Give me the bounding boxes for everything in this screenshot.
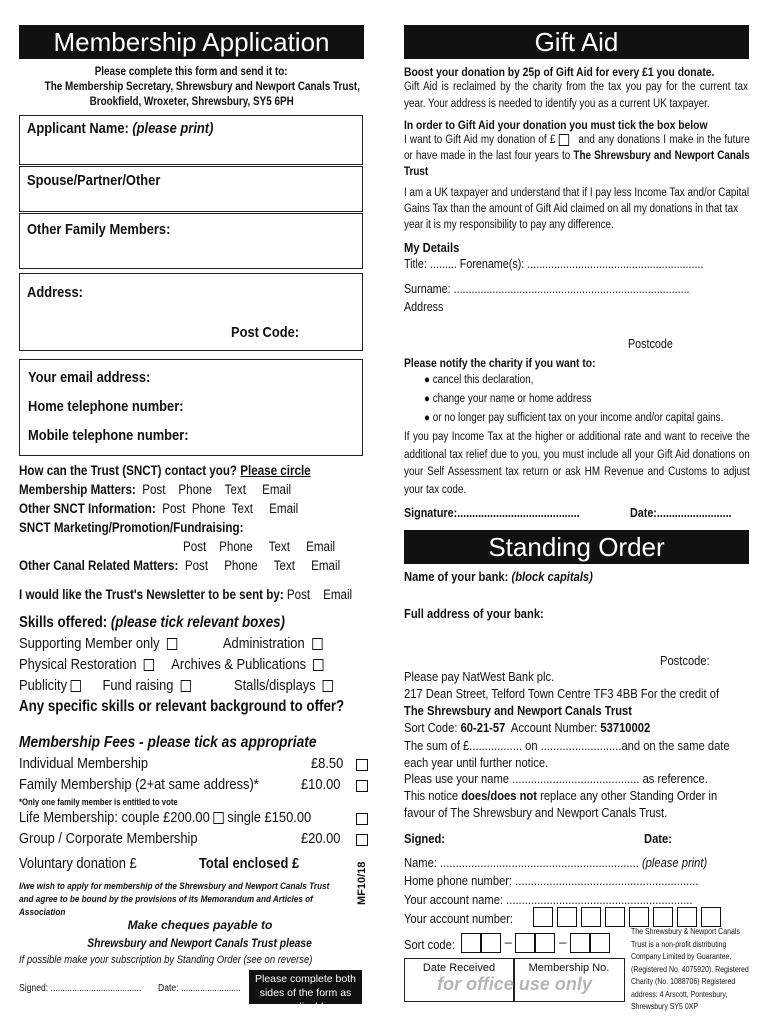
standing-order-banner: Standing Order	[404, 530, 749, 564]
date-left[interactable]: Date: .........................	[158, 983, 241, 994]
signed-left[interactable]: Signed: ......................................	[19, 983, 142, 994]
sort-digit-box[interactable]	[570, 933, 590, 953]
skills-row-2: Physical Restoration Archives & Publications	[19, 656, 373, 673]
notify-bullet-1: ● cancel this declaration,	[424, 374, 534, 386]
intro-address-2: Brookfield, Wroxeter, Shrewsbury, SY5 6PH	[89, 96, 294, 108]
skills-question: Any specific skills or relevant background to offer?	[19, 698, 345, 715]
archives-checkbox[interactable]	[313, 659, 323, 671]
fee-note: *Only one family member is entitled to vote	[19, 797, 178, 807]
office-use-only: for office use only	[437, 974, 592, 994]
gift-date[interactable]: Date:.........................	[630, 506, 732, 520]
administration-checkbox[interactable]	[312, 638, 322, 650]
sort-code-label: Sort code:	[404, 937, 455, 952]
so-date-label[interactable]: Date:	[644, 831, 672, 846]
account-digit-box[interactable]	[581, 907, 601, 927]
contact-row-membership: Membership Matters: Post Phone Text Email	[19, 482, 292, 497]
fee-individual-checkbox[interactable]	[356, 759, 368, 771]
sort-digit-box[interactable]	[515, 933, 535, 953]
address-label: Address:	[27, 284, 83, 301]
sort-account-line: Sort Code: 60-21-57 Account Number: 53710002	[404, 720, 651, 735]
notice-text: This notice does/does not replace any other Standing Order in favour of The Shrewsbury and Newport Canals Trust.	[404, 788, 718, 820]
pay-line-1: Please pay NatWest Bank plc.	[404, 669, 555, 684]
canal-phone-option[interactable]: Phone	[224, 558, 258, 573]
standing-order-note: If possible make your subscription by Standing Order (see on reverse)	[19, 954, 313, 966]
contact-row-other-canal: Other Canal Related Matters: Post Phone Text Email	[19, 558, 341, 573]
notify-title: Please notify the charity if you want to:	[404, 356, 596, 370]
snct-text-option[interactable]: Text	[231, 501, 254, 516]
marketing-text-option[interactable]: Text	[268, 539, 290, 554]
membership-text-option[interactable]: Text	[224, 482, 246, 497]
bank-name-label: Name of your bank: (block capitals)	[404, 569, 593, 584]
applicant-name-label: Applicant Name: (please print)	[27, 120, 214, 137]
marketing-label: SNCT Marketing/Promotion/Fundraising:	[19, 520, 244, 535]
gift-address-label: Address	[404, 300, 444, 314]
so-postcode-label: Postcode:	[660, 653, 710, 668]
publicity-checkbox[interactable]	[71, 680, 81, 692]
bank-address-label: Full address of your bank:	[404, 606, 544, 621]
skills-row-1: Supporting Member only Administration	[19, 635, 349, 652]
my-details-title: My Details	[404, 240, 460, 255]
voluntary-donation[interactable]: Voluntary donation £	[19, 855, 137, 872]
notify-bullet-2: ● change your name or home address	[424, 393, 592, 405]
reference-line[interactable]: Pleas use your name ......................................... as reference.	[404, 771, 708, 786]
office-membership-no: Membership No.	[528, 962, 610, 974]
marketing-email-option[interactable]: Email	[306, 539, 336, 554]
fee-family-amount: £10.00	[301, 776, 341, 793]
newsletter-post-option[interactable]: Post	[286, 587, 311, 602]
sort-code-boxes[interactable]: – –	[461, 933, 610, 953]
marketing-phone-option[interactable]: Phone	[219, 539, 253, 554]
skills-row-3: Publicity Fund raising Stalls/displays	[19, 677, 384, 694]
sort-digit-box[interactable]	[535, 933, 555, 953]
account-digit-box[interactable]	[701, 907, 721, 927]
supporting-checkbox[interactable]	[167, 638, 177, 650]
account-digit-box[interactable]	[653, 907, 673, 927]
so-name-field[interactable]: Name: ................................................................ (please print)	[404, 855, 708, 870]
email-label: Your email address:	[28, 369, 151, 386]
so-signed-label[interactable]: Signed:	[404, 831, 445, 846]
canal-text-option[interactable]: Text	[273, 558, 295, 573]
snct-email-option[interactable]: Email	[269, 501, 299, 516]
higher-rate-text: If you pay Income Tax at the higher or additional rate and want to receive the additional tax relief due to you, you must include all your Gift Aid donations on your Self Assessment tax return or ask HM Revenue and Customs to adjust your tax code.	[404, 431, 750, 496]
marketing-post-option[interactable]: Post	[183, 539, 207, 554]
gift-signature[interactable]: Signature:.........................................	[404, 506, 580, 520]
other-family-label: Other Family Members:	[27, 221, 171, 238]
physical-restoration-checkbox[interactable]	[144, 659, 154, 671]
fee-life-single-checkbox[interactable]	[356, 813, 368, 825]
office-date-received: Date Received	[422, 962, 496, 974]
newsletter-row: I would like the Trust's Newsletter to be sent by: Post Email	[19, 587, 353, 602]
pay-line-3: The Shrewsbury and Newport Canals Trust	[404, 703, 633, 718]
account-digit-box[interactable]	[629, 907, 649, 927]
intro-address-1: The Membership Secretary, Shrewsbury and Newport Canals Trust,	[44, 81, 360, 93]
fee-group-checkbox[interactable]	[356, 834, 368, 846]
fee-group-label: Group / Corporate Membership	[19, 830, 198, 847]
fee-group-amount: £20.00	[301, 830, 341, 847]
sort-digit-box[interactable]	[481, 933, 501, 953]
membership-post-option[interactable]: Post	[142, 482, 166, 497]
order-tick-line: In order to Gift Aid your donation you must tick the box below	[404, 118, 708, 132]
cheques-line-1: Make cheques payable to	[127, 918, 273, 932]
so-account-number-label: Your account number:	[404, 911, 513, 926]
account-digit-box[interactable]	[533, 907, 553, 927]
contact-question: How can the Trust (SNCT) contact you? Please circle	[19, 463, 311, 478]
reclaim-text: Gift Aid is reclaimed by the charity from the tax you pay for the current tax year. Your address is needed to identify you as a current UK taxpayer.	[404, 81, 748, 110]
intro-send-to: Please complete this form and send it to:	[95, 66, 288, 78]
pay-line-2: 217 Dean Street, Telford Town Centre TF3 4BB For the credit of	[404, 686, 720, 701]
fee-family-label: Family Membership (2+at same address)*	[19, 776, 259, 793]
fees-title: Membership Fees - please tick as appropriate	[19, 734, 317, 751]
account-number-boxes[interactable]	[533, 907, 721, 927]
fee-life-label: Life Membership: couple £200.00 single £150.00	[19, 809, 312, 826]
gift-aid-declaration: I want to Gift Aid my donation of £ and any donations I make in the future or have made in the last four years to The Shrewsbury and Newport Canals Trust	[404, 134, 750, 178]
marketing-options	[183, 539, 360, 554]
fee-individual-amount: £8.50	[311, 755, 344, 772]
home-phone-label: Home telephone number:	[28, 398, 184, 415]
spouse-label: Spouse/Partner/Other	[27, 172, 161, 189]
fee-individual-label: Individual Membership	[19, 755, 149, 772]
gift-aid-banner: Gift Aid	[404, 25, 749, 59]
both-sides-notice: Please complete both sides of the form as applicable	[249, 970, 362, 1004]
gift-aid-checkbox[interactable]	[559, 134, 569, 146]
canal-post-option[interactable]: Post	[184, 558, 209, 573]
declaration-text: I/we wish to apply for membership of the Shrewsbury and Newport Canals Trust and agree to be bound by the provisions of its Memorandum and Articles of Association	[19, 881, 330, 918]
total-enclosed[interactable]: Total enclosed £	[199, 855, 300, 872]
snct-phone-option[interactable]: Phone	[191, 501, 226, 516]
office-use-box	[404, 958, 625, 1002]
surname-field[interactable]: Surname: ...............................................................................	[404, 282, 690, 296]
membership-banner: Membership Application	[19, 25, 364, 59]
form-code: MF10/18	[356, 861, 368, 905]
postcode-label: Post Code:	[231, 324, 300, 341]
account-digit-box[interactable]	[605, 907, 625, 927]
stalls-checkbox[interactable]	[323, 680, 333, 692]
fund-raising-checkbox[interactable]	[181, 680, 191, 692]
membership-email-option[interactable]: Email	[262, 482, 292, 497]
canal-email-option[interactable]: Email	[311, 558, 341, 573]
so-account-name-field[interactable]: Your account name: ............................................................	[404, 892, 693, 907]
sort-digit-box[interactable]	[590, 933, 610, 953]
gift-postcode-label: Postcode	[628, 337, 673, 351]
snct-post-option[interactable]: Post	[162, 501, 186, 516]
account-digit-box[interactable]	[677, 907, 697, 927]
membership-phone-option[interactable]: Phone	[178, 482, 212, 497]
skills-title: Skills offered: (please tick relevant boxes)	[19, 614, 285, 631]
fee-family-checkbox[interactable]	[356, 780, 368, 792]
mobile-label: Mobile telephone number:	[28, 427, 189, 444]
cheques-line-2: Shrewsbury and Newport Canals Trust please	[87, 936, 313, 950]
company-info: The Shrewsbury & Newport Canals Trust is a non-profit distributing Company Limited by Guarantee, (Registered No. 4075920). Registered Charity (No. 1088706) Registered address: 4 Arscott, Pontesbury, Shrewsbury SY5 0XP	[631, 926, 749, 1011]
so-home-phone-field[interactable]: Home phone number: ...........................................................	[404, 873, 699, 888]
account-digit-box[interactable]	[557, 907, 577, 927]
notify-bullet-3: ● or no longer pay sufficient tax on your income and/or capital gains.	[424, 412, 724, 424]
boost-line: Boost your donation by 25p of Gift Aid for every £1 you donate.	[404, 65, 715, 79]
title-forename-field[interactable]: Title: ......... Forename(s): ...........................................................	[404, 257, 704, 271]
fee-life-couple-checkbox[interactable]	[213, 812, 223, 824]
sort-digit-box[interactable]	[461, 933, 481, 953]
sum-line[interactable]: The sum of £................. on ..........................and on the same date each year until further notice.	[404, 738, 730, 770]
newsletter-email-option[interactable]: Email	[323, 587, 353, 602]
contact-row-other-snct: Other SNCT Information: Post Phone Text Email	[19, 501, 299, 516]
taxpayer-text: I am a UK taxpayer and understand that if I pay less Income Tax and/or Capital Gains Tax than the amount of Gift Aid claimed on all my donations in that tax year it is my responsibility to pay any difference.	[404, 187, 750, 231]
